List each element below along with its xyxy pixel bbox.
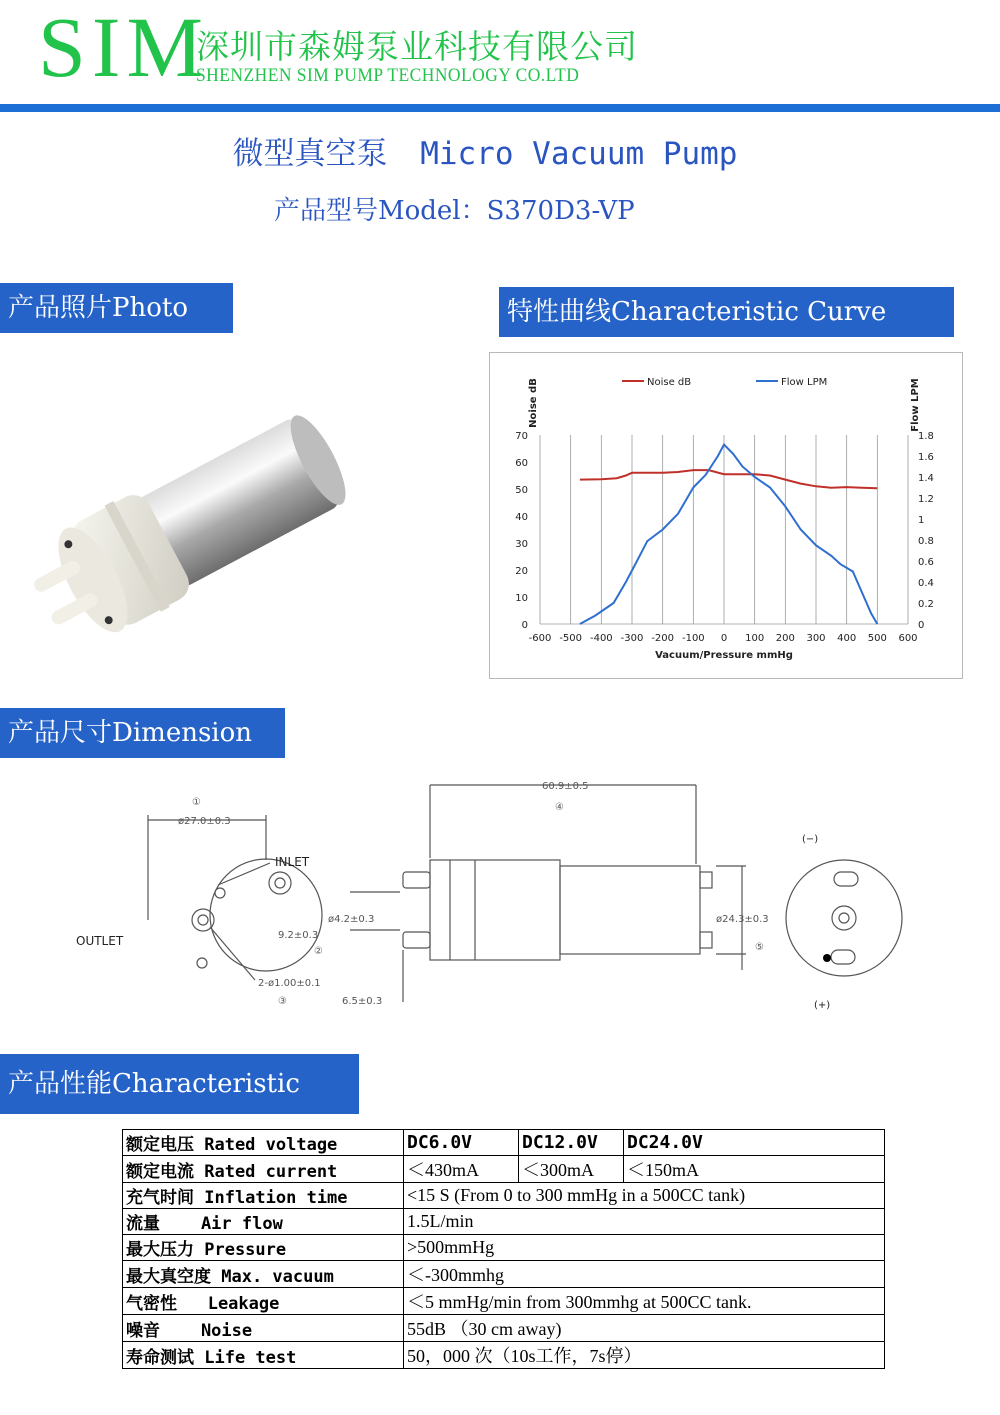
section-characteristic-heading: 产品性能Characteristic — [0, 1054, 359, 1114]
chart-x-tick-label: 200 — [775, 633, 795, 644]
dim-offset: 9.2±0.3 — [278, 930, 319, 941]
dim-holes-number: ③ — [278, 996, 287, 1007]
spec-row-current — [123, 1156, 885, 1183]
chart-x-tick-label: -500 — [559, 633, 583, 644]
chart-y-axis-label: Noise dB — [528, 378, 539, 428]
section-photo-heading: 产品照片Photo — [0, 283, 233, 333]
dimension-drawing — [60, 770, 940, 1030]
spec-label: 寿命测试 Life test — [123, 1342, 404, 1369]
section-dimension-heading: 产品尺寸Dimension — [0, 708, 285, 758]
chart-y2-axis-label: Flow LPM — [910, 378, 921, 432]
chart-x-tick-label: 600 — [898, 633, 918, 644]
chart-y-tick-label: 10 — [515, 593, 528, 604]
spec-value: DC24.0V — [624, 1130, 885, 1156]
chart-x-axis-label: Vacuum/Pressure mmHg — [655, 650, 793, 661]
spec-label: 最大压力 Pressure — [123, 1235, 404, 1261]
characteristic-chart — [489, 352, 963, 679]
chart-series-line — [580, 470, 877, 488]
dim-inlet-label: INLET — [275, 855, 310, 869]
product-photo — [8, 400, 408, 660]
chart-x-tick-label: -600 — [528, 633, 552, 644]
spec-row-voltage — [123, 1130, 885, 1156]
product-title — [0, 128, 1000, 173]
spec-label: 最大真空度 Max. vacuum — [123, 1261, 404, 1288]
spec-label: 额定电压 Rated voltage — [123, 1130, 404, 1156]
product-title-en: Micro Vacuum Pump — [420, 136, 738, 172]
dim-body-number: ⑤ — [755, 942, 764, 953]
chart-y2-tick-label: 1.8 — [918, 431, 934, 442]
dim-outlet-label: OUTLET — [76, 934, 124, 948]
chart-canvas — [490, 353, 962, 678]
chart-x-tick-label: -300 — [620, 633, 644, 644]
spec-row-life — [123, 1342, 885, 1369]
header-rule — [0, 104, 1000, 112]
company-name-en: SHENZHEN SIM PUMP TECHNOLOGY CO.LTD — [196, 65, 580, 86]
chart-x-tick-label: 0 — [720, 633, 728, 644]
chart-x-tick-label: 300 — [806, 633, 826, 644]
chart-x-tick-label: 100 — [745, 633, 765, 644]
spec-value: <15 S (From 0 to 300 mmHg in a 500CC tank) — [404, 1183, 885, 1209]
spec-label: 流量 Air flow — [123, 1209, 404, 1235]
chart-y2-tick-label: 1.4 — [918, 473, 934, 484]
chart-y2-tick-label: 0.4 — [918, 578, 934, 589]
chart-y2-tick-label: 0 — [918, 620, 925, 631]
spec-row-airflow — [123, 1209, 885, 1235]
model-number: S370D3-VP — [486, 196, 635, 226]
chart-y-tick-label: 50 — [515, 485, 528, 496]
dim-circle-number: ① — [192, 797, 201, 808]
spec-table — [122, 1129, 885, 1369]
chart-x-tick-label: -100 — [681, 633, 705, 644]
spec-row-vacuum — [123, 1261, 885, 1288]
chart-y2-tick-label: 1.6 — [918, 452, 934, 463]
dim-length: 60.9±0.5 — [542, 781, 589, 792]
spec-value: ＜-300mmhg — [404, 1261, 885, 1288]
dim-positive-terminal: (+) — [814, 1000, 831, 1011]
chart-y2-tick-label: 0.2 — [918, 599, 934, 610]
dim-nozzle-diameter: ø4.2±0.3 — [328, 914, 375, 925]
spec-value: DC6.0V — [404, 1130, 519, 1156]
chart-x-tick-label: 500 — [867, 633, 887, 644]
model-line — [274, 190, 635, 227]
chart-series-line — [580, 445, 877, 625]
spec-value: 55dB （30 cm away) — [404, 1315, 885, 1342]
spec-row-leakage — [123, 1288, 885, 1315]
dim-holes: 2-ø1.00±0.1 — [258, 978, 321, 989]
product-title-cn: 微型真空泵 — [232, 136, 388, 172]
spec-label: 气密性 Leakage — [123, 1288, 404, 1315]
dim-body-diameter: ø24.3±0.3 — [716, 914, 769, 925]
spec-value: DC12.0V — [519, 1130, 624, 1156]
spec-row-pressure — [123, 1235, 885, 1261]
chart-x-tick-label: 400 — [837, 633, 857, 644]
dim-offset-number: ② — [314, 946, 323, 957]
section-curve-heading: 特性曲线Characteristic Curve — [499, 287, 954, 337]
spec-value: ＜5 mmHg/min from 300mmhg at 500CC tank. — [404, 1288, 885, 1315]
chart-y-tick-label: 70 — [515, 431, 528, 442]
dim-circle-diameter: ø27.0±0.3 — [178, 816, 231, 827]
spec-value: 1.5L/min — [404, 1209, 885, 1235]
spec-value: ＜430mA — [404, 1156, 519, 1183]
spec-label: 额定电流 Rated current — [123, 1156, 404, 1183]
chart-y-tick-label: 60 — [515, 458, 528, 469]
chart-y2-tick-label: 1 — [918, 515, 925, 526]
spec-row-inflation — [123, 1183, 885, 1209]
spec-label: 充气时间 Inflation time — [123, 1183, 404, 1209]
company-name-cn: 深圳市森姆泵业科技有限公司 — [196, 27, 638, 66]
dim-negative-terminal: (−) — [802, 834, 819, 845]
chart-x-tick-label: -200 — [651, 633, 675, 644]
chart-y-tick-label: 30 — [515, 539, 528, 550]
model-label: 产品型号Model： — [274, 196, 487, 226]
dim-length-number: ④ — [555, 802, 564, 813]
chart-y2-tick-label: 0.8 — [918, 536, 934, 547]
spec-value: ＜300mA — [519, 1156, 624, 1183]
chart-y-tick-label: 40 — [515, 512, 528, 523]
chart-legend-label: Noise dB — [647, 377, 692, 388]
spec-row-noise — [123, 1315, 885, 1342]
chart-y-tick-label: 20 — [515, 566, 528, 577]
spec-value: 50，000 次（10s工作，7s停） — [404, 1342, 885, 1369]
company-logo: SIM — [38, 0, 209, 95]
dim-nozzle-length: 6.5±0.3 — [342, 996, 383, 1007]
spec-value: ＜150mA — [624, 1156, 885, 1183]
chart-y2-tick-label: 0.6 — [918, 557, 934, 568]
chart-x-tick-label: -400 — [589, 633, 613, 644]
chart-y2-tick-label: 1.2 — [918, 494, 934, 505]
spec-label: 噪音 Noise — [123, 1315, 404, 1342]
chart-y-tick-label: 0 — [521, 620, 528, 631]
spec-value: >500mmHg — [404, 1235, 885, 1261]
chart-legend-label: Flow LPM — [781, 377, 828, 388]
